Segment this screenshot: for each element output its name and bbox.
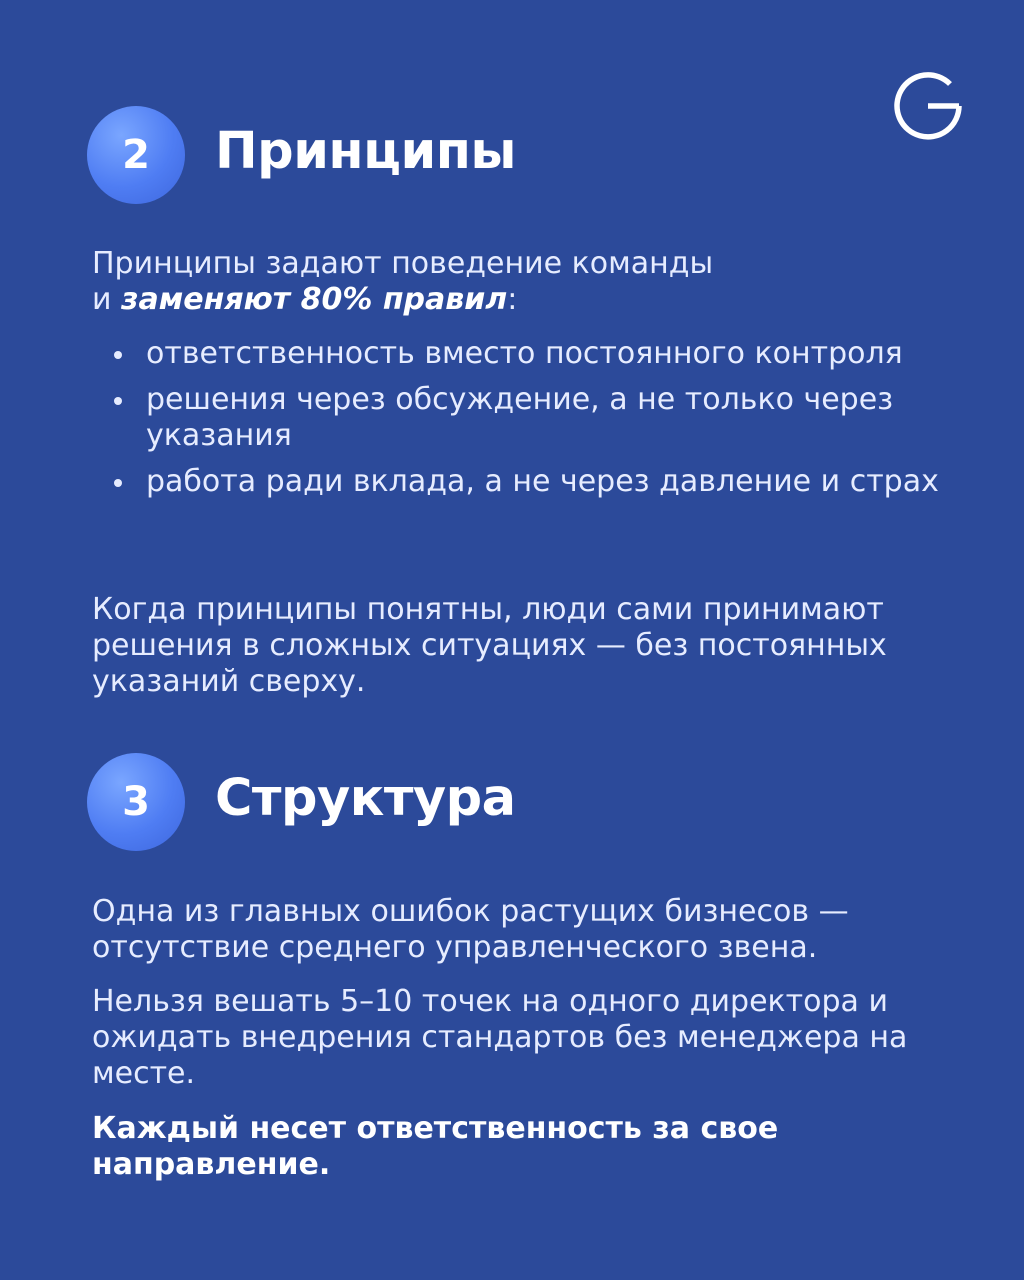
section-number: 2 [122,132,150,178]
intro-emphasis: заменяют 80% правил [121,282,508,317]
structure-paragraph-3: Каждый несет ответственность за свое направление. [92,1111,779,1182]
structure-paragraph-1: Одна из главных ошибок растущих бизнесов — отсутствие среднего управленческого звена. [92,894,849,965]
g-logo-icon [888,66,968,146]
principles-list [92,336,952,510]
structure-paragraph-2: Нельзя вешать 5–10 точек на одного директора и ожидать внедрения стандартов без менеджера на месте. [92,984,908,1091]
section-closing: Когда принципы понятны, люди сами принимают решения в сложных ситуациях — без постоянных указаний сверху. [92,592,887,699]
list-item: решения через обсуждение, а не только через указания [92,382,952,454]
section-intro [92,246,952,318]
section-number-badge [87,106,185,204]
list-item: ответственность вместо постоянного контроля [92,336,952,372]
section-number: 3 [122,779,150,825]
section-number-badge [87,753,185,851]
intro-line-2-suffix: : [507,282,518,317]
list-item: работа ради вклада, а не через давление и страх [92,464,952,500]
intro-line-2-prefix: и [92,282,122,317]
section-title: Принципы [215,122,517,181]
intro-line-1: Принципы задают поведение команды [92,246,714,281]
section-title: Структура [215,769,516,828]
